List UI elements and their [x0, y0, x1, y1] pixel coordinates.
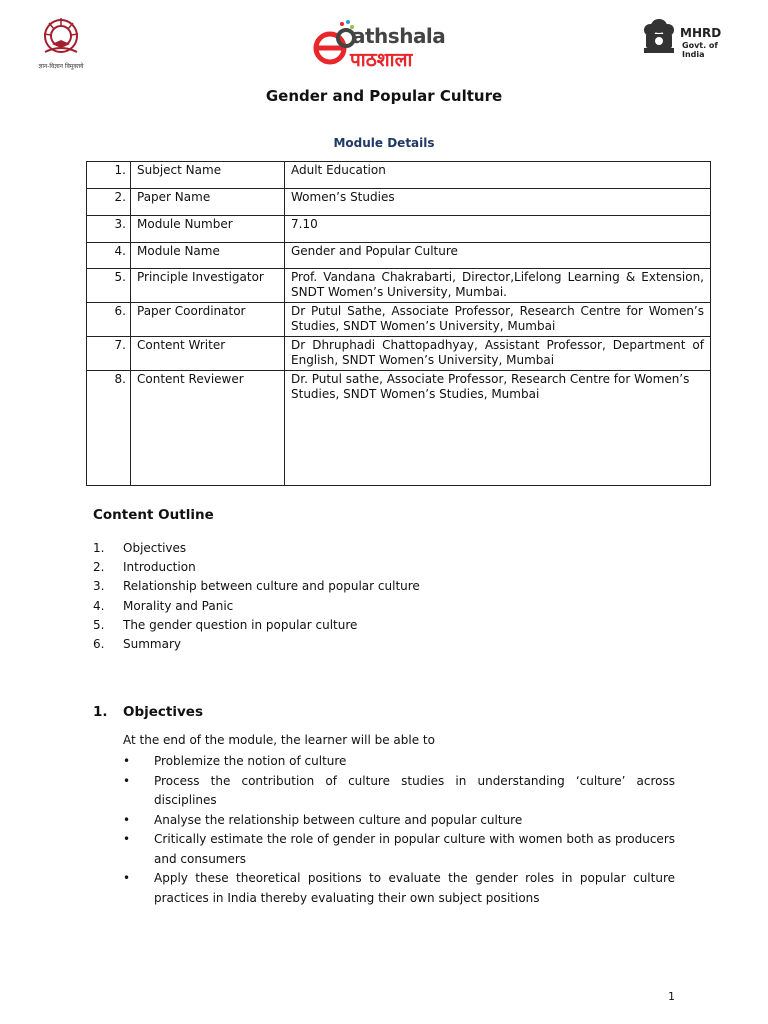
ugc-emblem-icon — [30, 14, 92, 62]
row-label: Principle Investigator — [131, 269, 285, 303]
row-label: Content Reviewer — [131, 371, 285, 486]
row-label: Paper Coordinator — [131, 303, 285, 337]
module-details-table — [86, 161, 711, 486]
mhrd-logo — [640, 16, 740, 68]
row-value: Adult Education — [285, 162, 711, 189]
item-text: Apply these theoretical positions to evaluate the gender roles in popular culture practices in India thereby evaluating their own subject positions — [154, 871, 675, 905]
epathshala-logo — [312, 16, 458, 72]
bullet: • — [123, 773, 131, 788]
row-value: 7.10 — [285, 216, 711, 243]
item-text: Morality and Panic — [123, 598, 234, 613]
row-value: Dr. Putul sathe, Associate Professor, Research Centre for Women’s Studies, SNDT Women’s Studies, Mumbai — [285, 371, 711, 486]
item-text: Objectives — [123, 541, 187, 555]
row-label: Paper Name — [131, 189, 285, 216]
university-tagline: ज्ञान-विज्ञान विमुक्तये — [38, 63, 84, 70]
content-outline-heading: Content Outline — [93, 507, 214, 523]
row-number: 5. — [87, 269, 131, 303]
table-row — [87, 216, 711, 243]
list-item — [93, 616, 420, 635]
table-row — [87, 162, 711, 189]
row-label: Content Writer — [131, 337, 285, 371]
item-number: 6. — [93, 636, 105, 651]
item-number: 3. — [93, 579, 105, 594]
bullet: • — [123, 871, 131, 885]
epathshala-wordmark-hindi: पाठशाला — [350, 49, 413, 71]
table-row — [87, 371, 711, 486]
row-value: Prof. Vandana Chakrabarti, Director,Lifelong Learning & Extension, SNDT Women’s University, Mumbai. — [285, 269, 711, 303]
page-title: Gender and Popular Culture — [265, 87, 503, 105]
list-item — [123, 772, 675, 811]
row-label: Module Name — [131, 243, 285, 269]
list-item — [123, 869, 675, 908]
item-text: Analyse the relationship between culture and popular culture — [154, 812, 523, 827]
item-text: Relationship between culture and popular culture — [123, 579, 420, 594]
list-item — [93, 635, 420, 654]
bullet: • — [123, 754, 131, 768]
item-text: Introduction — [123, 560, 196, 575]
item-text: Process the contribution of culture studies in understanding ‘culture’ across disciplines — [154, 773, 675, 807]
row-number: 4. — [87, 243, 131, 269]
table-row — [87, 189, 711, 216]
list-item — [93, 539, 420, 558]
objectives-heading — [93, 704, 203, 720]
list-item — [123, 752, 675, 772]
row-number: 8. — [87, 371, 131, 486]
row-number: 6. — [87, 303, 131, 337]
row-number: 2. — [87, 189, 131, 216]
section-title: Objectives — [123, 704, 203, 720]
section-number: 1. — [93, 704, 108, 720]
table-row — [87, 303, 711, 337]
page-number: 1 — [668, 990, 675, 1003]
module-details-heading: Module Details — [333, 136, 435, 150]
list-item — [123, 811, 675, 831]
govt-of-india-label: Govt. of India — [682, 41, 718, 59]
table-row — [87, 269, 711, 303]
row-number: 1. — [87, 162, 131, 189]
item-number: 4. — [93, 598, 105, 613]
bullet: • — [123, 832, 131, 846]
row-number: 3. — [87, 216, 131, 243]
list-item — [123, 830, 675, 869]
item-text: The gender question in popular culture — [123, 617, 358, 632]
list-item — [93, 558, 420, 577]
national-emblem-icon — [640, 16, 678, 66]
row-number: 7. — [87, 337, 131, 371]
list-item — [93, 597, 420, 616]
mhrd-label: MHRD — [680, 26, 722, 40]
row-value: Dr Putul Sathe, Associate Professor, Research Centre for Women’s Studies, SNDT Women’s University, Mumbai — [285, 303, 711, 337]
list-item — [93, 577, 420, 596]
row-value: Dr Dhruphadi Chattopadhyay, Assistant Professor, Department of English, SNDT Women’s University, Mumbai — [285, 337, 711, 371]
objectives-intro: At the end of the module, the learner will be able to — [123, 733, 435, 747]
item-text: Summary — [123, 636, 181, 651]
university-logo — [30, 14, 92, 72]
row-value: Women’s Studies — [285, 189, 711, 216]
item-number: 1. — [93, 541, 105, 555]
item-text: Critically estimate the role of gender in popular culture with women both as producers and consumers — [154, 832, 675, 866]
objectives-list — [123, 752, 675, 908]
content-outline-list — [93, 539, 420, 654]
epathshala-wordmark-english: athshala — [352, 24, 446, 48]
row-label: Module Number — [131, 216, 285, 243]
table-row — [87, 243, 711, 269]
table-row — [87, 337, 711, 371]
item-text: Problemize the notion of culture — [154, 754, 347, 768]
bullet: • — [123, 812, 131, 827]
item-number: 2. — [93, 560, 105, 575]
row-label: Subject Name — [131, 162, 285, 189]
item-number: 5. — [93, 617, 105, 632]
row-value: Gender and Popular Culture — [285, 243, 711, 269]
